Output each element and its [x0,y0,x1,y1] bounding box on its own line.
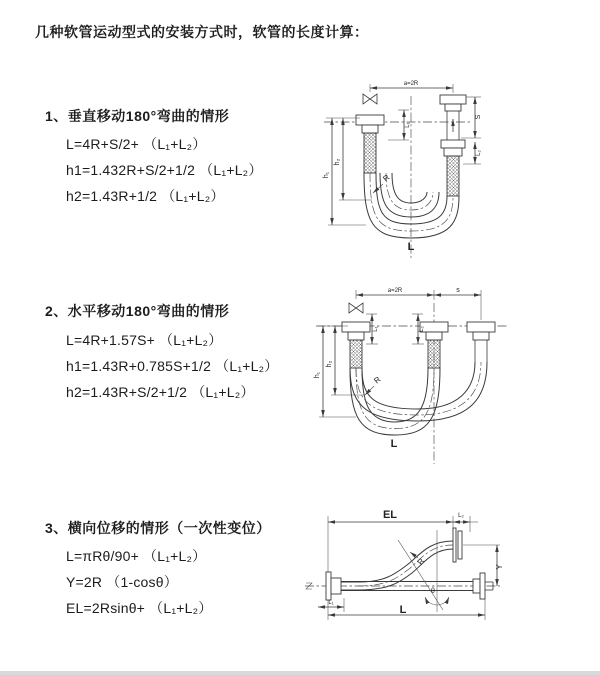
dim-label-l2: L₂ [458,513,464,519]
section3-formula-EL: EL=2Rsinθ+ （L₁+L₂） [66,600,213,616]
section2-formula-L: L=4R+1.57S+ （L₁+L₂） [66,332,223,348]
flange-left [326,572,341,600]
hose-u-bend [350,368,440,435]
dim-label-s: S [475,114,482,120]
dim-label-h1: h₁ [323,171,330,179]
section3-formula-Y: Y=2R （1-cosθ） [66,574,178,590]
dim-l-total [328,599,485,620]
diagram-horizontal-180-bend [308,278,600,468]
fitting-right-displaced [467,322,495,362]
section2-formula-h1: h1=1.43R+0.785S+1/2 （L₁+L₂） [66,358,279,374]
dim-label-l2: L₂ [476,150,482,156]
dim-label-l: L [399,604,407,616]
section1-formula-h2: h2=1.43R+1/2 （L₁+L₂） [66,188,225,204]
dim-label-l1: L₁ [373,326,379,332]
section1-heading: 1、垂直移动180°弯曲的情形 [45,108,230,124]
section1-formula-L: L=4R+S/2+ （L₁+L₂） [66,136,207,152]
dim-label-el: EL [382,509,398,521]
fitting-right [440,95,466,196]
fitting-left [342,322,370,368]
dim-label-a2r: a=2R [387,288,403,294]
dim-label-h2: h₂ [326,360,333,368]
valve-icon [363,94,377,104]
dim-label-l1: L₁ [405,122,411,128]
radius-callout [365,375,383,395]
page-title: 几种软管运动型式的安装方式时，软管的长度计算： [35,24,369,40]
dim-label-h2: h₂ [334,158,341,166]
diagram-lateral-displacement [300,502,600,650]
dim-a2r-s [356,287,481,320]
dim-label-r: R [372,374,383,386]
dim-l2 [453,513,478,532]
dim-el [328,509,453,620]
hose-u-bend [364,173,459,238]
dim-l2 [463,142,482,164]
dim-label-s: s [456,287,460,294]
valve-icon [349,303,363,313]
fitting-left [356,115,384,173]
dim-label-a2r: a=2R [403,81,419,87]
dim-h1 [323,118,366,225]
dim-label-l-total: L [407,241,415,253]
section2-formula-h2: h2=1.43R+S/2+1/2 （L₁+L₂） [66,384,255,400]
dim-a2r [370,81,453,93]
dim-label-y: Y [495,564,504,570]
braided-hose-section [350,340,362,368]
scan-edge-shadow [0,671,600,675]
dim-label-h1: h₁ [314,371,321,379]
dim-label-r: R [415,556,427,567]
flange-upper-right [453,528,462,562]
section1-formula-h1: h1=1.432R+S/2+1/2 （L₁+L₂） [66,162,263,178]
dim-l1 [318,598,344,612]
dim-l2 [412,314,425,344]
braided-hose-section [447,156,459,196]
braided-hose-section [428,340,440,368]
dim-label-l2: L₂ [419,326,425,332]
dim-label-r: R [381,172,392,184]
dim-l1 [388,110,411,140]
diagram-vertical-180-bend [310,72,600,262]
dim-label-theta: θ [431,588,435,595]
braided-hose-section [364,133,376,173]
dim-label-l-total: L [390,438,398,450]
section3-heading: 3、横向位移的情形（一次性变位） [45,520,271,536]
section3-formula-L: L=πRθ/90+ （L₁+L₂） [66,548,207,564]
section2-heading: 2、水平移动180°弯曲的情形 [45,303,230,319]
dim-label-l1: L₁ [328,600,334,606]
hose-s-curve [341,541,453,590]
